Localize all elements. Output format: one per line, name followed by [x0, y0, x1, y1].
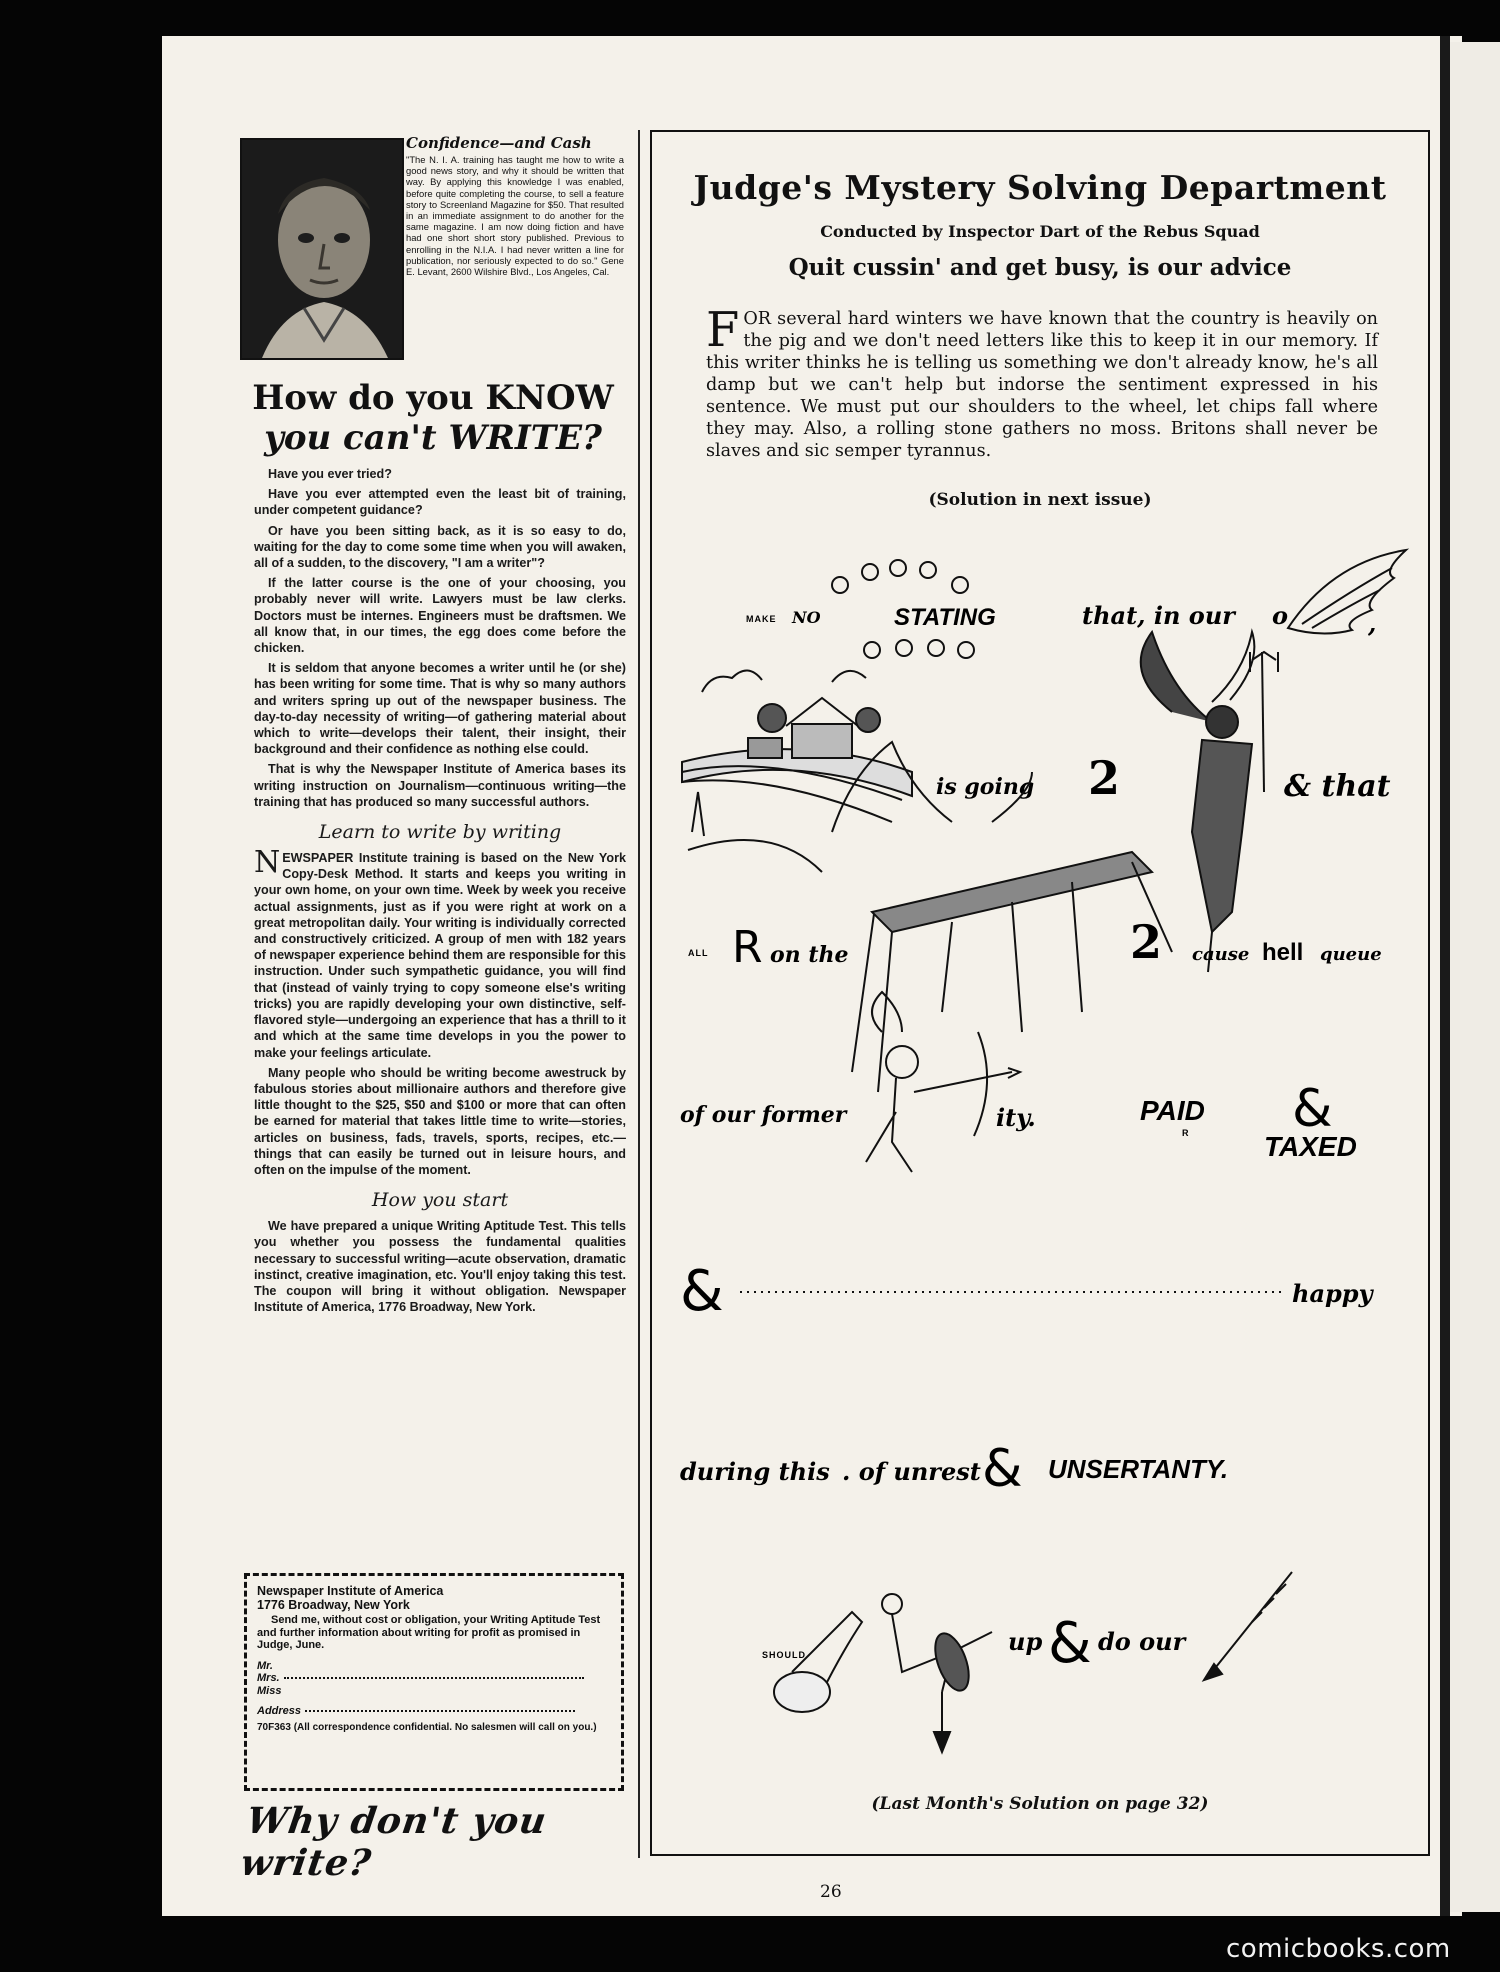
- rebus-up: up: [1008, 1627, 1043, 1656]
- puzzle-byline: Conducted by Inspector Dart of the Rebus Squad: [820, 222, 1260, 241]
- rebus-make: MAKE: [746, 614, 777, 624]
- rebus-cause: cause: [1192, 944, 1250, 965]
- last-month-solution: (Last Month's Solution on page 32): [871, 1794, 1209, 1814]
- address-label: Address: [257, 1705, 302, 1717]
- rebus-o: o: [1272, 601, 1289, 630]
- rebus-is-going: is going: [936, 774, 1035, 800]
- coupon-title-2: 1776 Broadway, New York: [257, 1598, 410, 1612]
- ad-paragraph: If the latter course is the one of your choosing, you probably never will write. Lawyers must be law clerks. Doctors must be internes. Engineers must be draftsmen. We all know that, in our times, the egg does come before the chicken.: [254, 576, 626, 656]
- tools-icon: [774, 1594, 992, 1752]
- ad-headline: [240, 378, 626, 458]
- rebus-amp-2: &: [680, 1259, 724, 1324]
- ad-paragraph: We have prepared a unique Writing Aptitude Test. This tells you whether you possess the fundamental qualities necessary to successful writing—acute observation, dramatic instinct, creative imagination, etc. You'll enjoy taking this test. The coupon will bring it without obligation. Newspaper Institute of America, 1776 Broadway, New York.: [254, 1219, 626, 1315]
- ad-paragraph: Or have you been sitting back, as it is so easy to do, waiting for the day to come some time when you will awaken, all of a sudden, to the discovery, "I am a writer"?: [254, 523, 626, 571]
- rebus-of-unrest: . of unrest: [842, 1457, 981, 1486]
- farm-landscape-icon: [682, 670, 912, 872]
- name-label-mrs: Mrs.: [257, 1672, 280, 1684]
- coupon-title-1: Newspaper Institute of America: [257, 1584, 444, 1598]
- mystery-department-box: [650, 130, 1430, 1856]
- rebus-amp-3: &: [982, 1439, 1023, 1499]
- testimonial-block: [406, 134, 624, 277]
- rebus-no: NO: [792, 608, 821, 627]
- ad-paragraph: Have you ever attempted even the least bit of training, under competent guidance?: [254, 487, 626, 518]
- ad-paragraph-dropcap: [254, 845, 626, 1061]
- page-gutter: [1440, 36, 1450, 1916]
- headline-line-2: you can't WRITE?: [264, 418, 602, 458]
- rebus-should: SHOULD: [762, 1650, 806, 1660]
- rebus-that-in-our: that, in our: [1082, 601, 1235, 630]
- coupon-address-row[interactable]: [257, 1705, 611, 1718]
- intro-text: OR several hard winters we have known that the country is heavily on the pig and we don't need letters like this to keep it in our memory. If this writer thinks he is telling us something we don't already know, he's all damp but we can't help but indorse the sentiment expressed in his sentence. We must put our shoulders to the wheel, let chips fall where they may. Also, a rolling stone gathers no moss. Britons shall never be slaves and sic semper tyrannus.: [706, 309, 1378, 461]
- rebus-do-our: do our: [1098, 1627, 1186, 1656]
- cupid-icon: [866, 992, 1020, 1172]
- testimonial-photo: [240, 138, 404, 360]
- coupon-body: Send me, without cost or obligation, your Writing Aptitude Test and further information about writing for profit as promised in Judge, June.: [257, 1614, 601, 1651]
- subheading-start: How you start: [371, 1189, 509, 1212]
- headline-line-1: How do you KNOW: [252, 378, 614, 418]
- coupon-note: (All correspondence confidential. No salesmen will call on you.): [293, 1721, 597, 1733]
- solution-note: (Solution in next issue): [928, 490, 1152, 510]
- rebus-hell: hell: [1262, 939, 1304, 966]
- rebus-happy: happy: [1292, 1279, 1373, 1308]
- wing-icon: [1288, 550, 1406, 634]
- rebus-two-b: 2: [1130, 915, 1163, 969]
- rebus-amp-4: &: [1048, 1611, 1092, 1676]
- ad-paragraph: Many people who should be writing become awestruck by fabulous stories about millionaire authors and therefore give little thought to the $25, $50 and $100 or more that can often be earned for material that takes little time to write—stories, articles on business, fads, travels, sports, recipes, etc.—things that can easily be turned out in leisure hours, and often on the impulse of the moment.: [254, 1065, 626, 1177]
- name-label-miss: Miss: [257, 1684, 282, 1697]
- rebus-comma: ,: [1368, 609, 1377, 638]
- name-label-row: [257, 1672, 611, 1685]
- name-field[interactable]: [284, 1677, 584, 1679]
- rebus-stating: STATING: [894, 604, 996, 631]
- rebus-all: ALL: [688, 948, 709, 958]
- rebus-two-a: 2: [1088, 751, 1121, 805]
- portrait-image: [242, 140, 402, 358]
- rebus-unsertanty: UNSERTANTY.: [1048, 1454, 1229, 1484]
- testimonial-text: "The N. I. A. training has taught me how to write a good news story, and why it should be written that way. By applying this knowledge I was enabled, before quite completing the course, to sell a feature story to Screenland Magazine for $50. That resulted in an immediate assignment to do another for the same magazine. I am now doing fiction and have had one short short story published. Previous to enrolling in the N.I.A. I had never written a line for publication, nor seriously expected to do so." Gene E. Levant, 2600 Wilshire Blvd., Los Angeles, Cal.: [406, 154, 624, 278]
- arrow-icon: [1204, 1572, 1292, 1680]
- rebus-r: R: [732, 922, 763, 973]
- subheading-learn: Learn to write by writing: [318, 821, 562, 844]
- testimonial-heading: Confidence—and Cash: [406, 134, 592, 152]
- rebus-taxed: TAXED: [1264, 1131, 1357, 1162]
- ad-signoff: Why don't you write?: [238, 1800, 550, 1884]
- column-divider: [638, 130, 640, 1858]
- coupon-code: 70F363: [257, 1721, 291, 1733]
- rebus-ity: ity.: [996, 1103, 1036, 1132]
- mail-coupon[interactable]: [244, 1573, 624, 1791]
- coupon-name-row[interactable]: [257, 1660, 611, 1698]
- page-number: 26: [820, 1882, 842, 1902]
- next-page-edge: [1450, 42, 1500, 1912]
- drop-cap: N: [254, 845, 281, 881]
- ad-paragraph: That is why the Newspaper Institute of America bases its writing instruction on Journalism—continuous writing—the training that has produced so many successful authors.: [254, 762, 626, 809]
- rebus-amp-1: &: [1292, 1079, 1333, 1139]
- rebus-queue: queue: [1320, 944, 1382, 965]
- site-watermark: comicbooks.com: [1226, 1934, 1451, 1964]
- rebus-illustration: [652, 132, 1428, 1854]
- intro-drop-cap: F: [706, 302, 740, 358]
- coupon-footer: [257, 1722, 611, 1733]
- ad-paragraph: It is seldom that anyone becomes a writer until he (or she) has been writing for some time. That is why so many authors and writers spring up out of the newspaper business. The day-to-day necessity of writing—of gathering material about which to write—develops their talent, their insight, their background and their confidence as nothing else could.: [254, 661, 626, 757]
- rebus-on-the: on the: [770, 942, 849, 968]
- puzzle-tagline: Quit cussin' and get busy, is our advice: [788, 254, 1292, 281]
- ad-body: [254, 466, 626, 1319]
- address-field[interactable]: [305, 1710, 575, 1712]
- rebus-of-our-former: of our former: [680, 1102, 847, 1128]
- rebus-paid: PAID: [1140, 1095, 1205, 1126]
- dropcap-paragraph-text: EWSPAPER Institute training is based on the New York Copy-Desk Method. It starts and keeps you writing in your own home, on your own time. Week by week you receive actual assignments, just as if you were right at work on a great metropolitan daily. Your writing is individually corrected and constructively criticized. A group of men with 182 years of newspaper experience behind them are responsible for this instruction. Under such sympathetic guidance, you will find that (instead of vainly trying to copy someone else's writing tricks) you are rapidly developing your own distinctive, self-flavored style—undergoing an experience that has a thrill to it and which at the same time develops in you the power to make your feelings articulate.: [254, 851, 626, 1060]
- name-label-mr: Mr.: [257, 1659, 273, 1672]
- puzzle-title: Judge's Mystery Solving Department: [693, 168, 1387, 207]
- ad-paragraph: Have you ever tried?: [268, 467, 392, 481]
- rebus-r-small: R: [1182, 1128, 1190, 1138]
- rebus-during-this: during this: [680, 1457, 830, 1486]
- rebus-amp-that: & that: [1284, 769, 1391, 804]
